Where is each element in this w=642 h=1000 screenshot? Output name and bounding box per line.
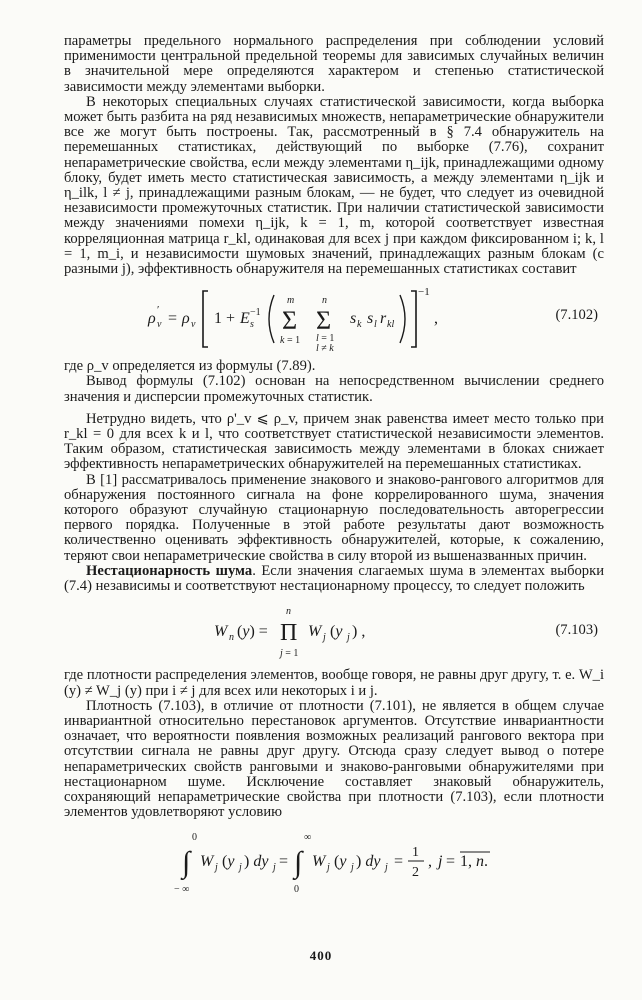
svg-text:=: = bbox=[446, 853, 456, 871]
run-in-heading: Нестационарность шума bbox=[86, 562, 253, 579]
svg-text:W: W bbox=[308, 623, 322, 641]
svg-text:) dy: ) dy bbox=[356, 853, 381, 871]
svg-text:l = 1: l = 1 bbox=[316, 333, 335, 345]
svg-text:(y: (y bbox=[330, 623, 343, 641]
svg-text:E: E bbox=[240, 310, 250, 328]
paragraph: Нетрудно видеть, что ρ'_v ⩽ ρ_v, причем знак равенства имеет место только при r_kl = 0 для всех k и l, что соответствует статистической независимости элементов. Таким образом, статистическая зависимость между элементами в блоках снижает эффективность непараметрических обнаружителей на перемешанных статистиках. bbox=[64, 410, 604, 473]
svg-text:0: 0 bbox=[294, 884, 299, 896]
equation-number: (7.103) bbox=[555, 622, 598, 639]
svg-text:v: v bbox=[191, 319, 196, 331]
svg-text:j: j bbox=[323, 632, 326, 644]
svg-text:′: ′ bbox=[157, 304, 160, 317]
svg-text:(y: (y bbox=[222, 853, 235, 871]
svg-text:1, n.: 1, n. bbox=[460, 853, 488, 871]
equation-graphic bbox=[134, 826, 534, 896]
svg-text:ρ: ρ bbox=[182, 310, 190, 328]
svg-text:−1: −1 bbox=[250, 307, 261, 319]
svg-text:W: W bbox=[312, 853, 326, 871]
svg-text:∞: ∞ bbox=[304, 832, 312, 844]
svg-text:(y: (y bbox=[334, 853, 347, 871]
svg-text:W: W bbox=[200, 853, 214, 871]
svg-text:,: , bbox=[434, 310, 438, 328]
svg-text:k: k bbox=[357, 319, 362, 331]
svg-text:k = 1: k = 1 bbox=[280, 335, 301, 347]
paragraph: где ρ_v определяется из формулы (7.89). bbox=[64, 358, 316, 375]
svg-text:W: W bbox=[214, 623, 228, 641]
svg-text:∫: ∫ bbox=[182, 846, 191, 880]
svg-text:∫: ∫ bbox=[294, 846, 303, 880]
equation-7-102 bbox=[64, 283, 604, 353]
svg-text:s: s bbox=[367, 310, 374, 328]
svg-text:j: j bbox=[215, 862, 218, 874]
svg-text:j: j bbox=[347, 632, 350, 644]
svg-text:Σ: Σ bbox=[282, 306, 298, 336]
equation-7-103 bbox=[64, 600, 604, 662]
paragraph: В некоторых специальных случаях статистической зависимости, когда выборка может быть разбита на ряд независимых множеств, непараметрические обнаружители все же могут быть построены. Так, рассмотренный в § 7.4 обнаружитель на перемешанных статистиках, действующий по выборке (7.76), сохранит непараметрические свойства, если между элементами η_ijk, принадлежащими одному блоку, будет иметь место статистическая зависимость, а между элементами η_ijk и η_ilk, l ≠ j, принадлежащими разным блокам, — не будет, что следует из очевидной независимости промежуточных статистик. При наличии статистической зависимости между значениями помехи η_ijk, k = 1, m, которой соответствует известная корреляционная матрица r_kl, одинаковая для всех j при каждом фиксированном i; k, l = 1, m_i, и независимости шумовых значений, принадлежащих разным блокам (с разными j), эффективность обнаружителя на перемешанных статистиках составит bbox=[64, 93, 604, 278]
svg-text:j: j bbox=[327, 862, 330, 874]
svg-text:=: = bbox=[279, 853, 289, 871]
svg-text:j: j bbox=[239, 862, 242, 874]
svg-text:l ≠ k: l ≠ k bbox=[316, 343, 334, 354]
svg-text:) dy: ) dy bbox=[244, 853, 269, 871]
svg-text:(y) =: (y) = bbox=[237, 623, 268, 641]
page-number: 400 bbox=[309, 948, 333, 963]
svg-text:1 +: 1 + bbox=[214, 310, 236, 328]
svg-text:Σ: Σ bbox=[316, 306, 332, 336]
svg-text:− ∞: − ∞ bbox=[174, 884, 190, 896]
svg-text:n: n bbox=[286, 606, 291, 618]
paragraph: где плотности распределения элементов, вообще говоря, не равны друг другу, т. е. W_i (y) ≠ W_j (y) при i ≠ j для всех или некоторых i и j. bbox=[64, 667, 604, 699]
svg-text:s: s bbox=[350, 310, 357, 328]
svg-text:j: j bbox=[273, 862, 276, 874]
svg-text:j = 1: j = 1 bbox=[280, 648, 299, 660]
svg-text:ρ: ρ bbox=[148, 310, 156, 328]
svg-text:r: r bbox=[380, 310, 387, 328]
svg-text:,: , bbox=[428, 853, 432, 871]
svg-text:j: j bbox=[351, 862, 354, 874]
paragraph: Плотность (7.103), в отличие от плотности (7.101), не является в общем случае инвариантной относительно перестановок аргументов. Отсутствие инвариантности означает, что вероятности появления возможных реализаций рангового вектора при отсутствии сигнала не равны друг другу. Отсюда сразу следует вывод о потере непараметрических свойств ранговыми и знаково-ранговыми обнаружителями при нестационарном шуме. Исключение составляет знаковый обнаружитель, сохраняющий непараметрические свойства при плотности (7.103), если плотности элементов удовлетворяют условию bbox=[64, 697, 604, 821]
paragraph: В [1] рассматривалось применение знакового и знаково-рангового алгоритмов для обнаружения постоянного сигнала на фоне коррелированного шума, значения которого образуют случайную стационарную последовательность авторегрессии первого порядка. Полученные в этой работе результаты дают возможность количественно оценивать эффективность обнаружителей, которые, к сожалению, теряют свои непараметрические свойства в силу второй из вышеназванных причин. bbox=[64, 471, 604, 564]
svg-text:m: m bbox=[287, 295, 295, 307]
svg-text:j: j bbox=[438, 853, 443, 871]
svg-text:=: = bbox=[394, 853, 404, 871]
svg-text:=: = bbox=[168, 310, 178, 328]
svg-text:2: 2 bbox=[412, 865, 419, 881]
equation-number: (7.102) bbox=[555, 307, 598, 324]
equation-integral-condition bbox=[64, 826, 604, 896]
svg-text:l: l bbox=[374, 319, 377, 331]
equation-graphic bbox=[184, 600, 484, 662]
paragraph: параметры предельного нормального распределения при соблюдении условий применимости центральной предельной теоремы для зависимых случайных величин в значительной мере определяются характером и степенью статистической зависимости между элементами выборки. bbox=[64, 33, 604, 95]
svg-text:j: j bbox=[385, 862, 388, 874]
svg-text:kl: kl bbox=[387, 319, 395, 331]
svg-text:−1: −1 bbox=[418, 286, 430, 299]
svg-text:s: s bbox=[250, 319, 254, 331]
svg-text:v: v bbox=[157, 319, 162, 331]
paragraph bbox=[64, 564, 604, 594]
svg-text:1: 1 bbox=[412, 845, 419, 861]
paragraph: Вывод формулы (7.102) основан на непосредственном вычислении среднего значения и дисперсии промежуточных статистик. bbox=[64, 373, 604, 405]
svg-text:n: n bbox=[229, 632, 234, 644]
svg-text:) ,: ) , bbox=[352, 623, 366, 641]
svg-text:n: n bbox=[322, 295, 327, 307]
text-column bbox=[64, 34, 604, 902]
svg-text:0: 0 bbox=[192, 832, 197, 844]
svg-text:Π: Π bbox=[280, 620, 298, 647]
paragraph-text: . Если значения слагаемых шума в элементах выборки (7.4) независимы и соответствуют нестационарному процессу, то следует положить bbox=[64, 562, 604, 595]
equation-graphic bbox=[124, 283, 544, 353]
